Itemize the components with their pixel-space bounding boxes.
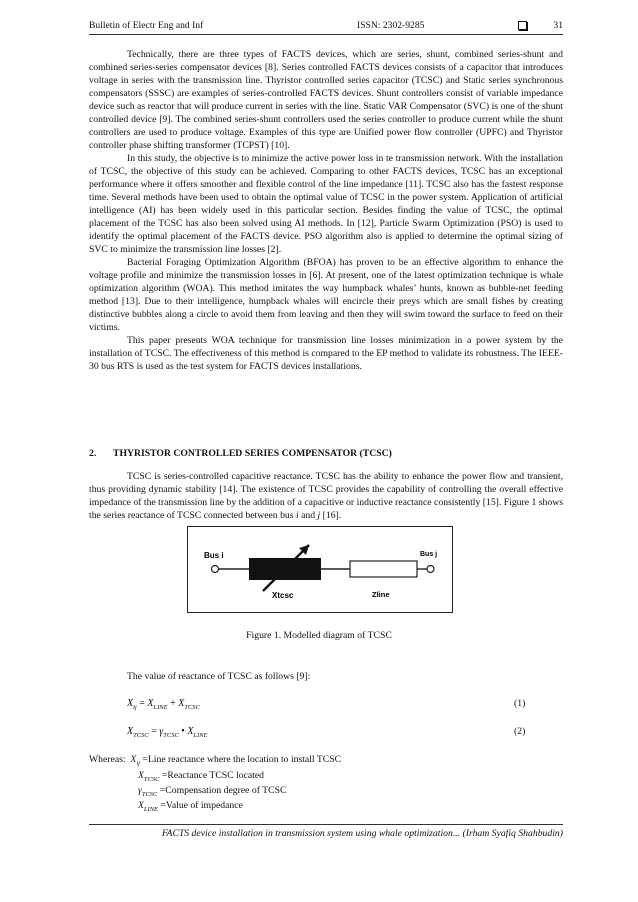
figure-caption: Figure 1. Modelled diagram of TCSC — [246, 630, 392, 641]
paragraph: This paper presents WOA technique for transmission line losses minimization in a power system by the installation of TCSC. The effectiveness of this method is compared to the EP method to validate its robustness. The IEEE-30 bus RTS is used as the test system for FACTS devices installations. — [89, 335, 563, 372]
issn: ISSN: 2302-9285 — [357, 20, 425, 31]
running-header — [89, 20, 563, 35]
section-number: 2. — [89, 448, 97, 459]
section-title: THYRISTOR CONTROLLED SERIES COMPENSATOR (TCSC) — [113, 448, 392, 459]
paragraph: Technically, there are three types of FACTS devices, which are series, shunt, combined series-shunt and combined series-series compensator devices [8]. Series controlled FACTS devices consists of a capacitor that introduces voltage in series with the transmission line. Thyristor controlled series capacitor (TCSC) and Static series synchronous compensators (SSSC) are examples of series-controlled FACTS devices. Shunt controllers consist of variable impedance device such as reactor that will produce current in series with the line. Static VAR Compensator (SVC) is one of the shunt controlled device [9]. The combined series-shunt controllers used the series controller to produce current while the shunt controllers are used to produce voltage. Examples of this type are Unified power flow controller (UPFC) and Thyristor controller phase shifting transformer (TCPST) [10]. — [89, 49, 563, 151]
equation-2-number: (2) — [514, 726, 526, 737]
square-icon — [518, 21, 527, 30]
bus-i-label: Bus i — [204, 551, 224, 560]
whereas-label: Whereas: $X_{ij}$ =Line reactance where the location to install TCSC — [89, 754, 342, 767]
paragraph: TCSC is series-controlled capacitive reactance. TCSC has the ability to enhance the power flow and transient, thus providing dynamic stability [14]. The existence of TCSC provides the capability of controlling the overall effective impedance of the transmission line by the addition of a capacitive or inductive reactance consistently [15]. Figure 1 shows the series reactance of TCSC connected between bus i and j [16]. — [89, 470, 563, 521]
zline-label: Zline — [372, 590, 390, 599]
bus-j-node — [427, 566, 434, 573]
paragraph: Bacterial Foraging Optimization Algorithm (BFOA) has proven to be an effective algorithm to enhance the voltage profile and minimize the transmission losses in [6]. At present, one of the latest optimization technique is whale optimization algorithm (WOA). This method imitates the way humpback whales’ hunts, known as bubble-net feeding method [13]. Due to their intelligence, humpback whales will encircle their preys which are small fishes by creating distinctive bubbles along a circle to avoid them from leaving and then they will swim toward the surface to feed on their victims. — [89, 257, 563, 333]
definition-item: $X_{TCSC}$ =Reactance TCSC located — [138, 770, 265, 783]
zline-block — [350, 561, 417, 577]
intro-body — [89, 48, 563, 373]
journal-name: Bulletin of Electr Eng and Inf — [89, 20, 204, 31]
definition-item: $\gamma_{TCSC}$ =Compensation degree of TCSC — [138, 785, 287, 798]
equation-intro: The value of reactance of TCSC as follows [9]: — [127, 671, 311, 682]
section-heading — [89, 448, 392, 459]
page-number: 31 — [553, 20, 563, 31]
equation-1: $X_{ij} = X_{LINE} + X_{TCSC}$ — [127, 698, 200, 711]
section-body — [89, 460, 563, 531]
xtcsc-label: Xtcsc — [272, 591, 294, 600]
definition-item: $X_{LINE}$ =Value of impedance — [138, 800, 243, 813]
tcsc-diagram — [188, 527, 452, 612]
running-footer: FACTS device installation in transmission system using whale optimization... (Irham Syafiq Shahbudin) — [89, 824, 563, 839]
bus-j-label: Bus j — [420, 551, 438, 558]
equation-2: $X_{TCSC} = \gamma_{TCSC}$ • $X_{LINE}$ — [127, 726, 208, 739]
tcsc-figure — [187, 526, 453, 613]
paragraph: In this study, the objective is to minimize the active power loss in te transmission network. With the installation of TCSC, the objective of this study can be achieved. Comparing to other FACTS devices, TCSC has an exceptional performance where it offers smoother and flexible control of the line impedance [11]. TCSC also has the fastest response time. Several methods have been used to obtain the optimal value of TCSC in the power system. Application of artificial intelligence (AI) has been widely used in this particular section. Besides finding the value of TCSC, the optimal placement of the TCSC has also been solved using AI methods. In [12], Particle Swarm Optimization (PSO) is used to identify the optimal placement of the FACTS device. PSO algorithm also is applied to determine the optimal sizing of SVC to minimize the transmission line losses [2]. — [89, 153, 563, 255]
equation-1-number: (1) — [514, 698, 526, 709]
bus-i-node — [212, 566, 219, 573]
